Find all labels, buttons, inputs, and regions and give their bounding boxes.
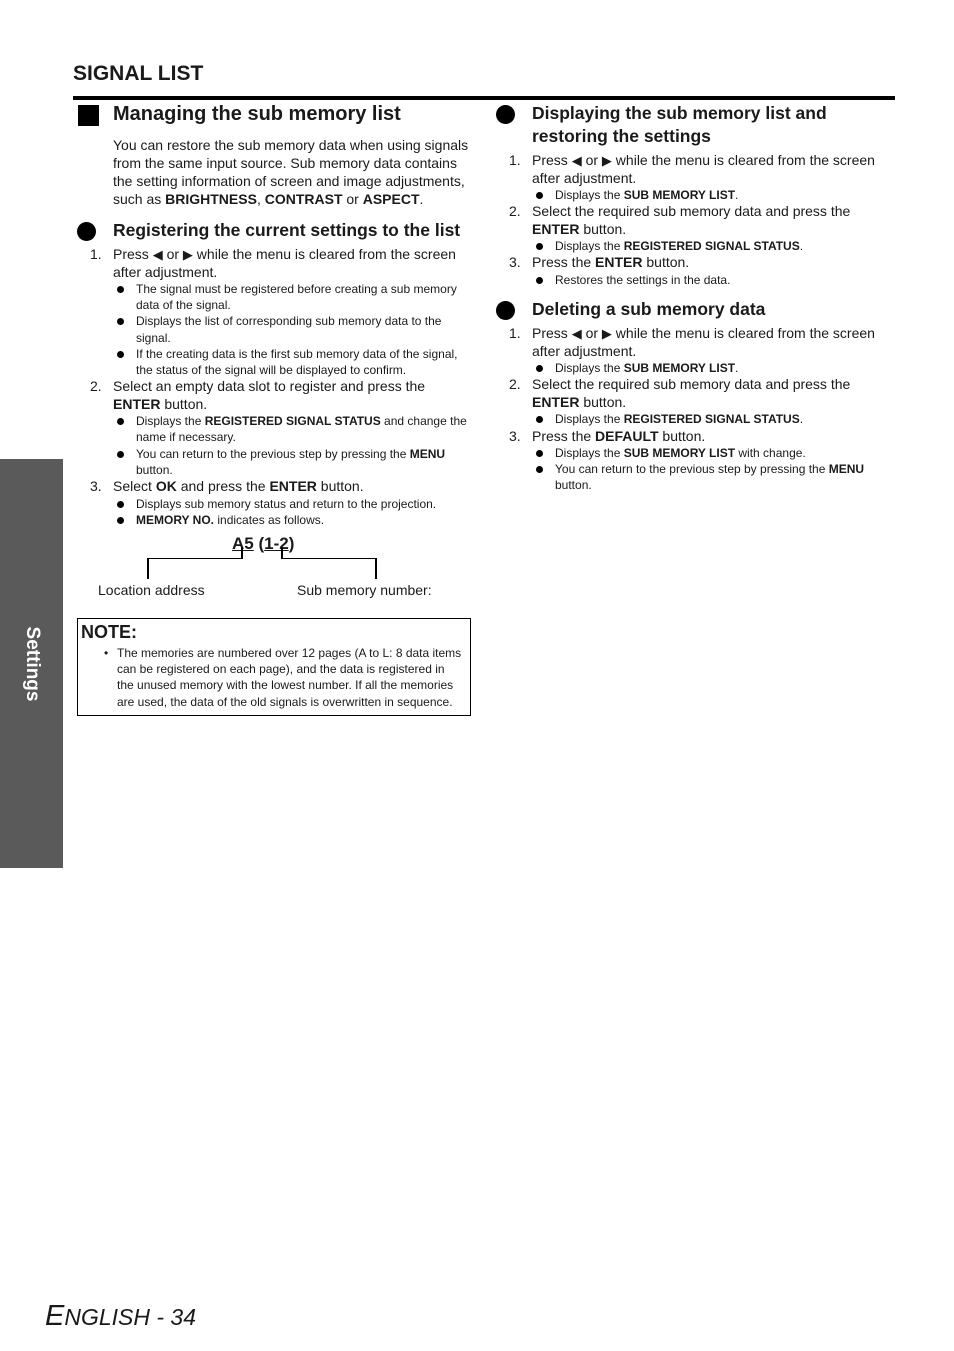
list-item: You can return to the previous step by pressing the MENU button. bbox=[532, 461, 894, 493]
delete-step-3-notes bbox=[532, 445, 894, 494]
page-footer: ENGLISH - 34 bbox=[45, 1300, 196, 1332]
list-item: MEMORY NO. indicates as follows. bbox=[113, 512, 475, 528]
register-step-3: 3. Select OK and press the ENTER button. Displays sub memory status and return to the projection. MEMORY NO. indicates as follows. bbox=[75, 478, 475, 528]
memory-code: A5 (1-2) bbox=[232, 533, 295, 553]
display-step-3: 3. Press the ENTER button. Restores the settings in the data. bbox=[494, 254, 894, 288]
delete-step-3: 3. Press the DEFAULT button. Displays the SUB MEMORY LIST with change. You can return to the previous step by pressing the MENU button. bbox=[494, 428, 894, 494]
square-bullet-icon bbox=[78, 105, 99, 126]
left-arrow-icon: ◀ bbox=[571, 153, 582, 168]
circle-bullet-icon bbox=[496, 105, 515, 124]
left-column bbox=[75, 102, 475, 716]
list-item: You can return to the previous step by pressing the MENU button. bbox=[113, 446, 475, 478]
list-item: If the creating data is the first sub memory data of the signal, the status of the signal will be displayed to confirm. bbox=[113, 346, 475, 378]
list-item: Displays the SUB MEMORY LIST with change. bbox=[532, 445, 894, 461]
delete-step-1-notes bbox=[532, 360, 894, 376]
display-steps bbox=[494, 152, 894, 288]
list-item: Displays the REGISTERED SIGNAL STATUS and change the name if necessary. bbox=[113, 413, 475, 445]
side-tab bbox=[0, 459, 63, 868]
memory-no-diagram bbox=[75, 534, 475, 614]
register-step-2: 2. Select an empty data slot to register and press the ENTER button. Displays the REGISTERED SIGNAL STATUS and change the name if necessary. You can return to the previous step by pressing the MENU button. bbox=[75, 378, 475, 478]
header-rule bbox=[73, 96, 895, 100]
register-steps bbox=[75, 246, 475, 528]
managing-heading bbox=[75, 102, 475, 126]
register-heading bbox=[75, 219, 475, 242]
bracket-left-stem bbox=[147, 559, 149, 579]
list-item: Displays the SUB MEMORY LIST. bbox=[532, 187, 894, 203]
sub-memory-number-label: Sub memory number: bbox=[297, 581, 432, 598]
display-step-2-notes bbox=[532, 238, 894, 254]
display-heading bbox=[494, 102, 894, 148]
delete-steps bbox=[494, 325, 894, 494]
list-item: Restores the settings in the data. bbox=[532, 272, 894, 288]
note-item: • The memories are numbered over 12 pages (A to L: 8 data items can be registered on each page), and the data is registered in the unused memory with the lowest number. If all the memories are used, the data of the old signals is overwritten in sequence. bbox=[81, 645, 464, 710]
note-title: NOTE: bbox=[81, 621, 137, 642]
right-arrow-icon: ▶ bbox=[601, 326, 612, 342]
location-address-label: Location address bbox=[98, 581, 205, 598]
bracket-right-riser bbox=[281, 547, 283, 559]
right-column bbox=[494, 102, 894, 494]
delete-heading-text: Deleting a sub memory data bbox=[532, 299, 766, 320]
managing-heading-text: Managing the sub memory list bbox=[113, 103, 401, 125]
delete-step-1: 1. Press ◀ or ▶ while the menu is cleared from the screen after adjustment. Displays the SUB MEMORY LIST. bbox=[494, 325, 894, 376]
list-item: The signal must be registered before creating a sub memory data of the signal. bbox=[113, 281, 475, 313]
side-tab-label: Settings bbox=[21, 626, 43, 701]
delete-step-2: 2. Select the required sub memory data and press the ENTER button. Displays the REGISTERED SIGNAL STATUS. bbox=[494, 376, 894, 427]
register-heading-text: Registering the current settings to the list bbox=[113, 220, 461, 240]
note-box bbox=[77, 618, 471, 716]
bracket-left-top bbox=[147, 558, 243, 559]
delete-heading bbox=[494, 298, 894, 321]
list-item: Displays the REGISTERED SIGNAL STATUS. bbox=[532, 411, 894, 427]
intro-paragraph: You can restore the sub memory data when using signals from the same input source. Sub memory data contains the setting information of screen and image adjustments, such as BRIGHTNESS, CONTRAST or ASPECT. bbox=[113, 137, 469, 207]
list-item: Displays the SUB MEMORY LIST. bbox=[532, 360, 894, 376]
register-step-2-notes bbox=[113, 413, 475, 478]
bracket-right-stem bbox=[375, 559, 377, 579]
circle-bullet-icon bbox=[77, 222, 96, 241]
list-item: Displays sub memory status and return to the projection. bbox=[113, 496, 475, 512]
section-title: SIGNAL LIST bbox=[73, 62, 204, 85]
display-step-3-notes bbox=[532, 272, 894, 288]
register-step-1-notes bbox=[113, 281, 475, 378]
display-step-1-notes bbox=[532, 187, 894, 203]
list-item: Displays the list of corresponding sub memory data to the signal. bbox=[113, 313, 475, 345]
circle-bullet-icon bbox=[496, 301, 515, 320]
right-arrow-icon: ▶ bbox=[601, 153, 612, 168]
display-heading-text: Displaying the sub memory list and restoring the settings bbox=[532, 103, 827, 146]
bracket-right-top bbox=[281, 558, 377, 559]
right-arrow-icon: ▶ bbox=[182, 247, 193, 262]
left-arrow-icon: ◀ bbox=[152, 247, 163, 262]
register-step-3-notes bbox=[113, 496, 475, 528]
delete-step-2-notes bbox=[532, 411, 894, 427]
register-step-1: 1. Press ◀ or ▶ while the menu is cleared from the screen after adjustment. The signal must be registered before creating a sub memory data of the signal. Displays the list of corresponding sub memory data to the signal. If the creating data is the first sub memory data of the signal, the status of the signal will be displayed to confirm. bbox=[75, 246, 475, 378]
bracket-left-riser bbox=[241, 547, 243, 559]
list-item: Displays the REGISTERED SIGNAL STATUS. bbox=[532, 238, 894, 254]
left-arrow-icon: ◀ bbox=[571, 326, 582, 342]
display-step-1: 1. Press ◀ or ▶ while the menu is cleared from the screen after adjustment. Displays the SUB MEMORY LIST. bbox=[494, 152, 894, 203]
display-step-2: 2. Select the required sub memory data and press the ENTER button. Displays the REGISTERED SIGNAL STATUS. bbox=[494, 203, 894, 254]
